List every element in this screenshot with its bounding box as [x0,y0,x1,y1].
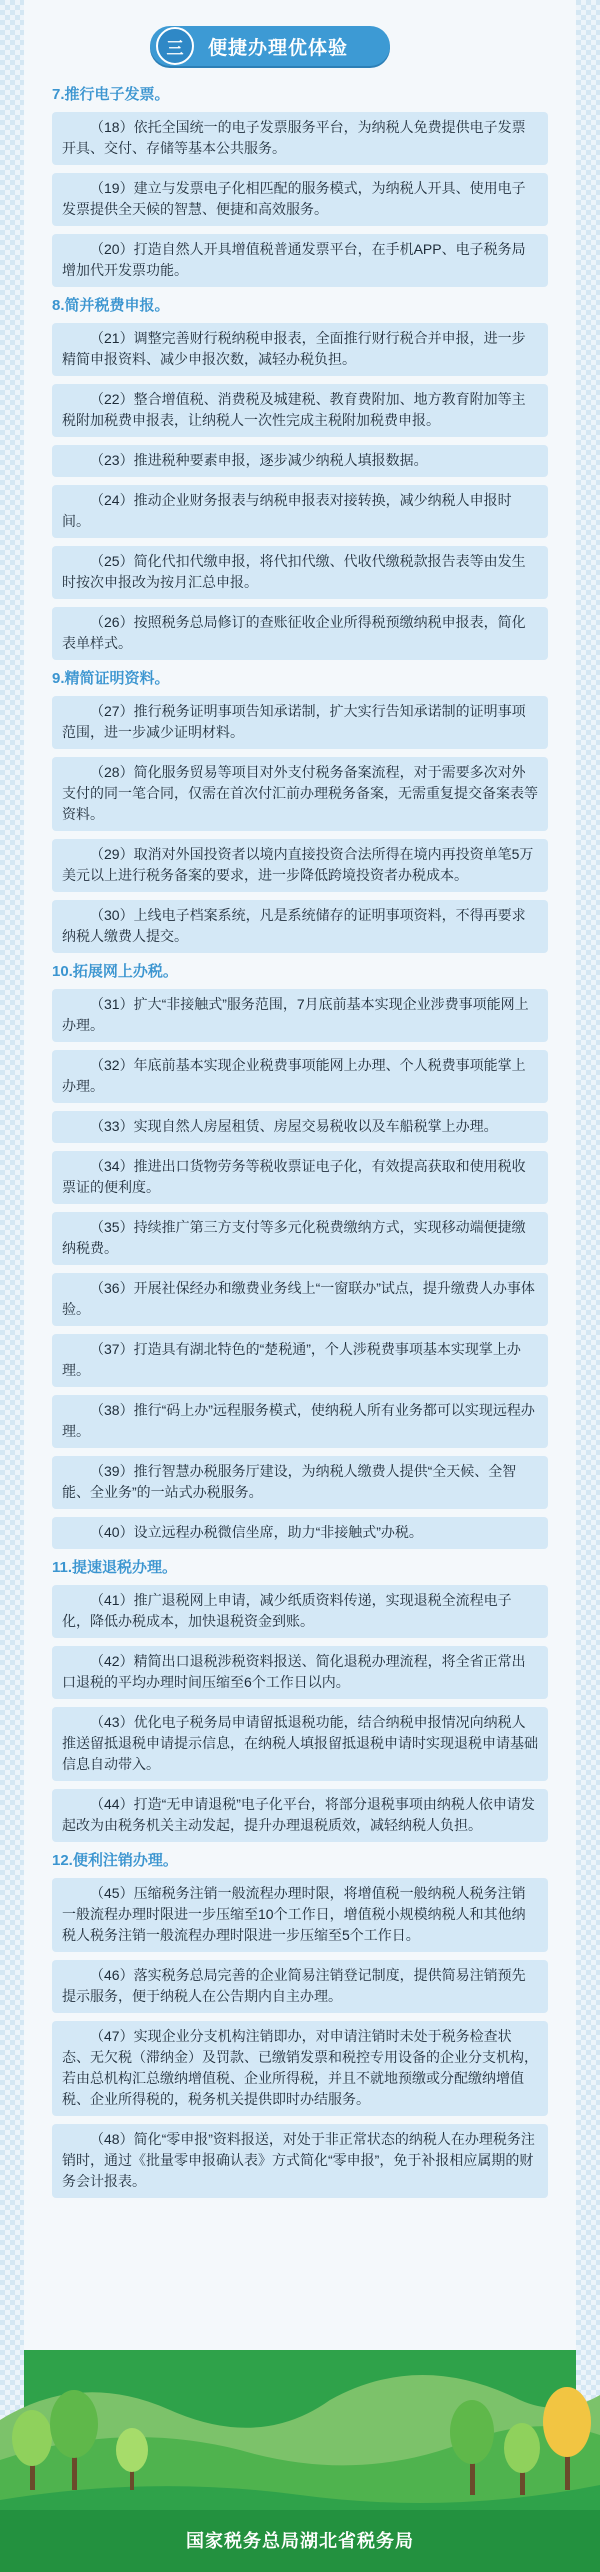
policy-item: （24）推动企业财务报表与纳税申报表对接转换，减少纳税人申报时间。 [52,485,548,538]
policy-item: （38）推行“码上办”远程服务模式，使纳税人所有业务都可以实现远程办理。 [52,1395,548,1448]
policy-item: （39）推行智慧办税服务厅建设，为纳税人缴费人提供“全天候、全智能、全业务”的一站式办税服务。 [52,1456,548,1509]
section-number-badge: 三 [156,27,194,65]
section-heading: 8.简并税费申报。 [52,297,170,314]
policy-item: （35）持续推广第三方支付等多元化税费缴纳方式，实现移动端便捷缴纳税费。 [52,1212,548,1265]
policy-item: （46）落实税务总局完善的企业简易注销登记制度，提供简易注销预先提示服务，便于纳税人在公告期内自主办理。 [52,1960,548,2013]
policy-item: （30）上线电子档案系统，凡是系统储存的证明事项资料，不得再要求纳税人缴费人提交。 [52,900,548,953]
footer-publisher: 国家税务总局湖北省税务局 [0,2510,600,2572]
policy-item: （42）精简出口退税涉税资料报送、简化退税办理流程，将全省正常出口退税的平均办理时间压缩至6个工作日以内。 [52,1646,548,1699]
policy-item: （22）整合增值税、消费税及城建税、教育费附加、地方教育附加等主税附加税费申报表，让纳税人一次性完成主税附加税费申报。 [52,384,548,437]
right-pattern-band [576,0,600,2572]
policy-item: （32）年底前基本实现企业税费事项能网上办理、个人税费事项能掌上办理。 [52,1050,548,1103]
policy-item: （44）打造“无申请退税”电子化平台，将部分退税事项由纳税人依申请发起改为由税务机关主动发起，提升办理退税质效，减轻纳税人负担。 [52,1789,548,1842]
policy-item: （41）推广退税网上申请，减少纸质资料传递，实现退税全流程电子化，降低办税成本，加快退税资金到账。 [52,1585,548,1638]
policy-item: （48）简化“零申报”资料报送，对处于非正常状态的纳税人在办理税务注销时，通过《批量零申报确认表》方式简化“零申报”，免于补报相应属期的财务会计报表。 [52,2124,548,2198]
policy-item: （20）打造自然人开具增值税普通发票平台，在手机APP、电子税务局增加代开发票功能。 [52,234,548,287]
section-title: 便捷办理优体验 [208,37,349,59]
policy-item: （21）调整完善财行税纳税申报表，全面推行财行税合并申报，进一步精简申报资料、减少申报次数，减轻办税负担。 [52,323,548,376]
policy-item: （37）打造具有湖北特色的“楚税通”，个人涉税费事项基本实现掌上办理。 [52,1334,548,1387]
policy-item: （43）优化电子税务局申请留抵退税功能，结合纳税申报情况向纳税人推送留抵退税申请提示信息，在纳税人填报留抵退税申请时实现退税申请基础信息自动带入。 [52,1707,548,1781]
policy-item: （34）推进出口货物劳务等税收票证电子化，有效提高获取和使用税收票证的便利度。 [52,1151,548,1204]
section-heading: 9.精简证明资料。 [52,670,170,687]
policy-item: （23）推进税种要素申报，逐步减少纳税人填报数据。 [52,445,548,477]
policy-item: （40）设立远程办税微信坐席，助力“非接触式”办税。 [52,1517,548,1549]
policy-item: （25）简化代扣代缴申报，将代扣代缴、代收代缴税款报告表等由发生时按次申报改为按月汇总申报。 [52,546,548,599]
policy-item: （45）压缩税务注销一般流程办理时限，将增值税一般纳税人税务注销一般流程办理时限进一步压缩至10个工作日，增值税小规模纳税人和其他纳税人税务注销一般流程办理时限进一步压缩至5个工作日。 [52,1878,548,1952]
section-header [150,26,390,66]
section-heading: 11.提速退税办理。 [52,1559,178,1576]
policy-item: （31）扩大“非接触式”服务范围，7月底前基本实现企业涉费事项能网上办理。 [52,989,548,1042]
left-pattern-band [0,0,24,2572]
policy-item: （47）实现企业分支机构注销即办，对申请注销时未处于税务检查状态、无欠税（滞纳金）及罚款、已缴销发票和税控专用设备的企业分支机构，若由总机构汇总缴纳增值税、企业所得税，并且不就地预缴或分配缴纳增值税、企业所得税的，税务机关提供即时办结服务。 [52,2021,548,2116]
policy-item: （18）依托全国统一的电子发票服务平台，为纳税人免费提供电子发票开具、交付、存储等基本公共服务。 [52,112,548,165]
section-heading: 10.拓展网上办税。 [52,963,178,980]
policy-list [52,84,548,2206]
policy-item: （29）取消对外国投资者以境内直接投资合法所得在境内再投资单笔5万美元以上进行税务备案的要求，进一步降低跨境投资者办税成本。 [52,839,548,892]
policy-item: （26）按照税务总局修订的查账征收企业所得税预缴纳税申报表，简化表单样式。 [52,607,548,660]
policy-item: （27）推行税务证明事项告知承诺制，扩大实行告知承诺制的证明事项范围，进一步减少证明材料。 [52,696,548,749]
policy-item: （33）实现自然人房屋租赁、房屋交易税收以及车船税掌上办理。 [52,1111,548,1143]
section-heading: 7.推行电子发票。 [52,86,170,103]
policy-item: （28）简化服务贸易等项目对外支付税务备案流程，对于需要多次对外支付的同一笔合同，仅需在首次付汇前办理税务备案，无需重复提交备案表等资料。 [52,757,548,831]
policy-item: （36）开展社保经办和缴费业务线上“一窗联办”试点，提升缴费人办事体验。 [52,1273,548,1326]
policy-item: （19）建立与发票电子化相匹配的服务模式，为纳税人开具、使用电子发票提供全天候的智慧、便捷和高效服务。 [52,173,548,226]
section-heading: 12.便利注销办理。 [52,1852,178,1869]
